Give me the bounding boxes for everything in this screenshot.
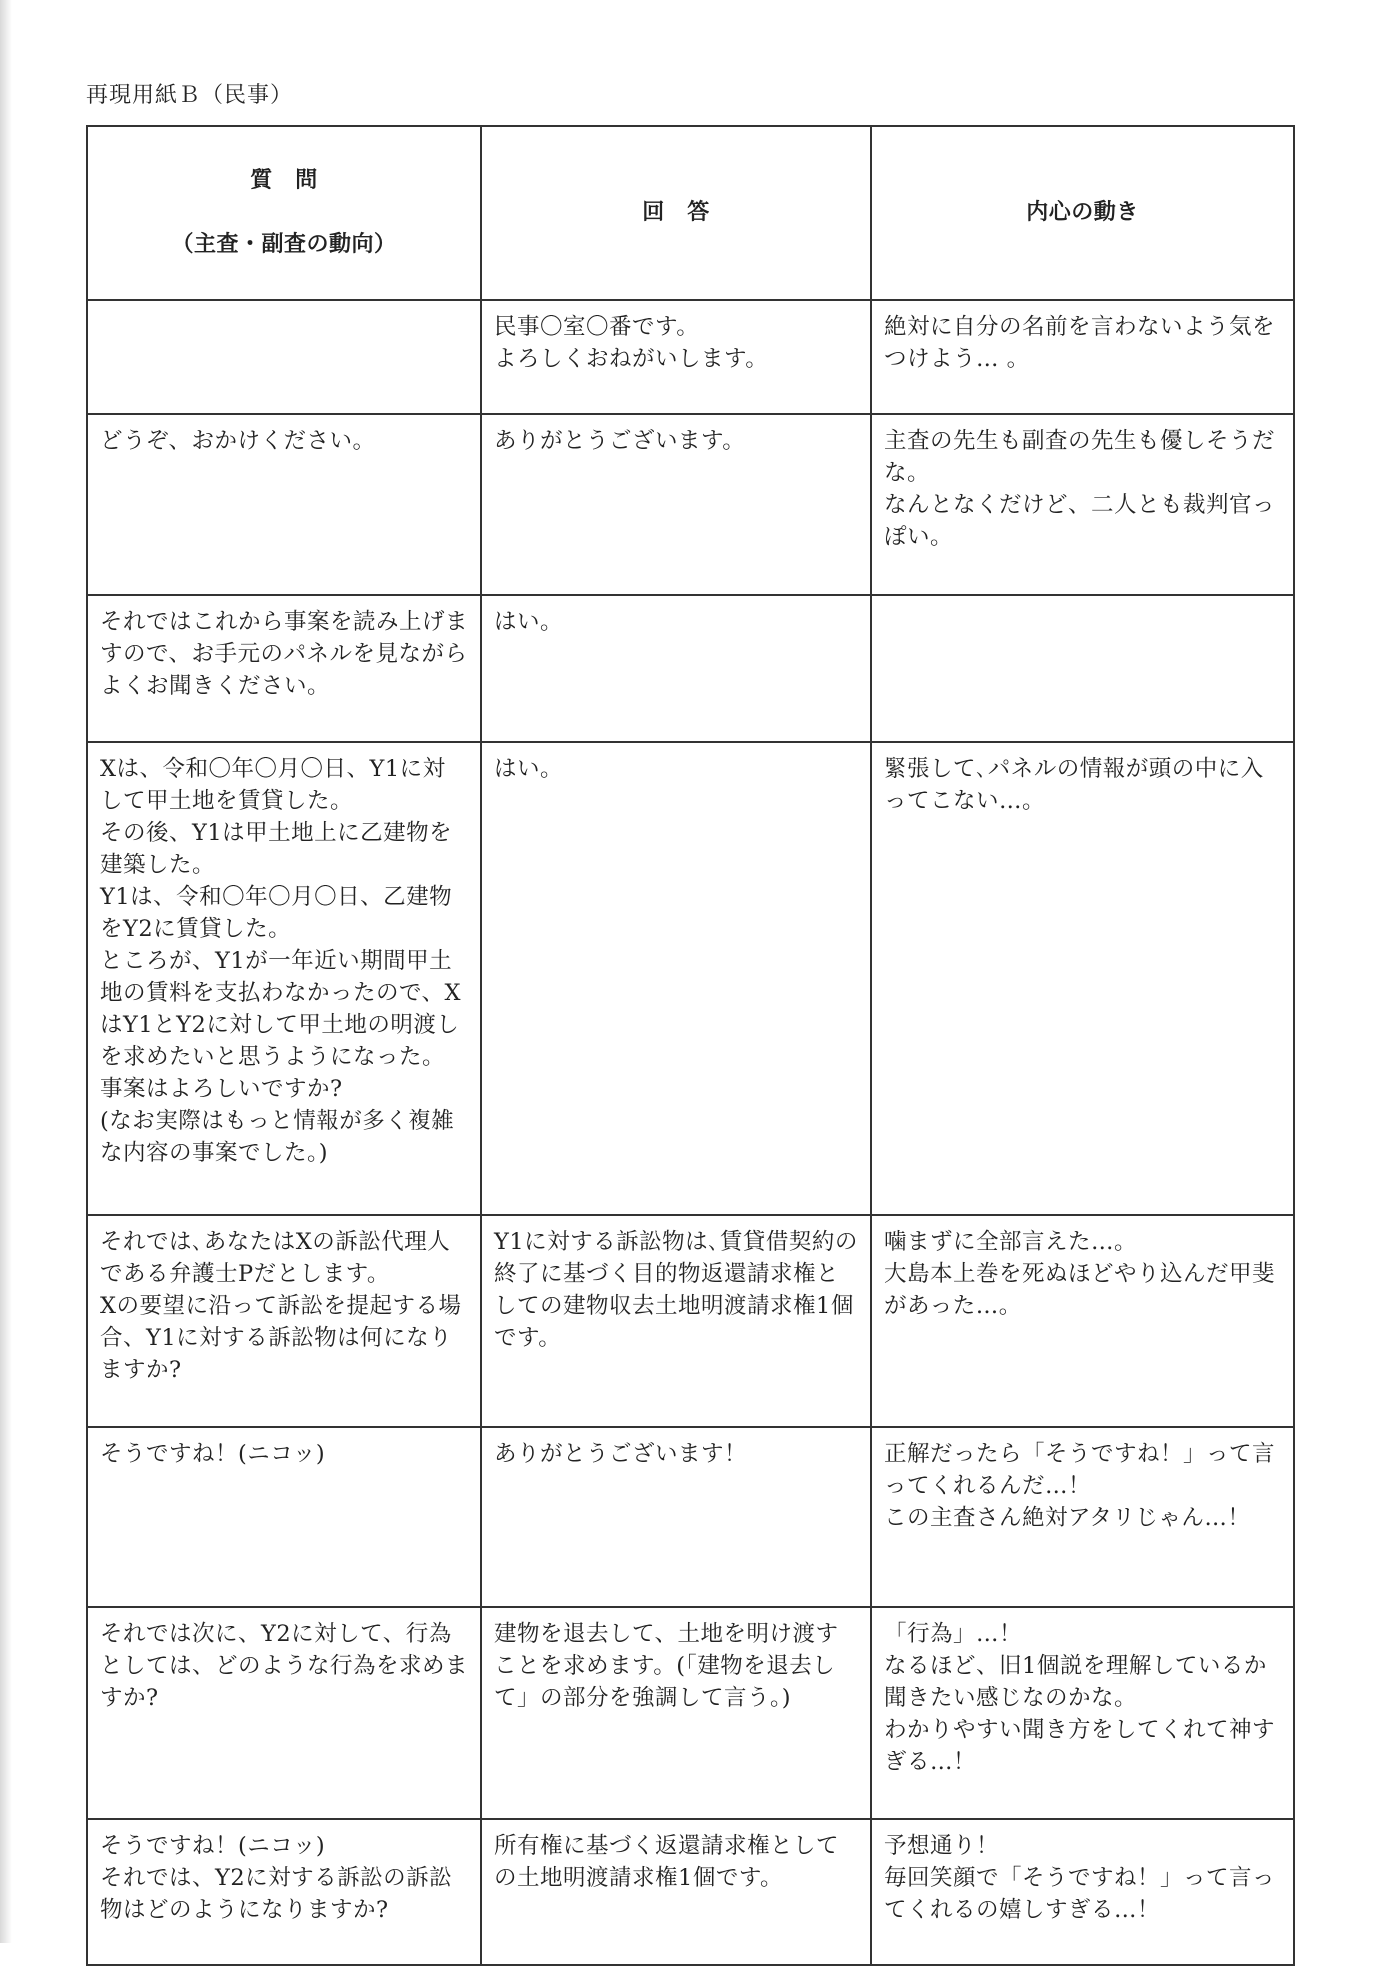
answer-cell: Y1に対する訴訟物は､賃貸借契約の終了に基づく目的物返還請求権としての建物収去土地明渡請求権1個です。	[481, 1215, 871, 1427]
answer-cell: はい。	[481, 595, 871, 742]
table-row	[87, 1819, 1294, 1965]
table-row	[87, 300, 1294, 414]
answer-cell: ありがとうございます。	[481, 414, 871, 595]
answer-cell: ありがとうございます！	[481, 1427, 871, 1607]
question-cell: そうですね！(ニコッ)	[87, 1427, 481, 1607]
table-header-row	[87, 126, 1294, 300]
table-row	[87, 414, 1294, 595]
inner-thought-cell: 噛まずに全部言えた…。 大島本上巻を死ぬほどやり込んだ甲斐があった…。	[871, 1215, 1294, 1427]
question-cell: そうですね！(ニコッ) それでは、Y2に対する訴訟の訴訟物はどのようになりますか?	[87, 1819, 481, 1965]
header-answer: 回 答	[481, 126, 871, 300]
inner-thought-cell: 「行為」…！ なるほど、旧1個説を理解しているか聞きたい感じなのかな。 わかりやすい聞き方をしてくれて神すぎる…！	[871, 1607, 1294, 1819]
question-cell	[87, 300, 481, 414]
answer-cell: 民事〇室〇番です。 よろしくおねがいします。	[481, 300, 871, 414]
header-inner: 内心の動き	[871, 126, 1294, 300]
page-edge-shadow	[0, 0, 12, 1943]
answer-cell: 建物を退去して、土地を明け渡すことを求めます。(「建物を退去して」の部分を強調して言う。)	[481, 1607, 871, 1819]
header-question-sub: （主査・副査の動向）	[171, 232, 397, 257]
header-question-label: 質 問	[250, 168, 318, 193]
table-row	[87, 742, 1294, 1215]
question-cell: それでは次に、Y2に対して、行為としては、どのような行為を求めますか?	[87, 1607, 481, 1819]
question-cell: Xは、令和〇年〇月〇日、Y1に対して甲土地を賃貸した。 その後、Y1は甲土地上に乙建物を建築した。 Y1は、令和〇年〇月〇日、乙建物をY2に賃貸した。 ところが、Y1が一年近い期間甲土地の賃料を支払わなかったので、XはY1とY2に対して甲土地の明渡しを求めたいと思うようになった。 事案はよろしいですか? (なお実際はもっと情報が多く複雑な内容の事案でした。)	[87, 742, 481, 1215]
table-row	[87, 595, 1294, 742]
question-cell: どうぞ、おかけください。	[87, 414, 481, 595]
inner-thought-cell: 主査の先生も副査の先生も優しそうだな。 なんとなくだけど、二人とも裁判官っぽい。	[871, 414, 1294, 595]
header-question	[87, 126, 481, 300]
answer-cell: はい。	[481, 742, 871, 1215]
table-row	[87, 1427, 1294, 1607]
inner-thought-cell: 予想通り！ 毎回笑顔で「そうですね！」って言ってくれるの嬉しすぎる…！	[871, 1819, 1294, 1965]
table-row	[87, 1215, 1294, 1427]
question-cell: それではこれから事案を読み上げますので、お手元のパネルを見ながらよくお聞きください。	[87, 595, 481, 742]
inner-thought-cell: 正解だったら「そうですね！」って言ってくれるんだ…！ この主査さん絶対アタリじゃん…！	[871, 1427, 1294, 1607]
inner-thought-cell: 緊張して､パネルの情報が頭の中に入ってこない…。	[871, 742, 1294, 1215]
table-row	[87, 1607, 1294, 1819]
inner-thought-cell: 絶対に自分の名前を言わないよう気をつけよう… 。	[871, 300, 1294, 414]
answer-cell: 所有権に基づく返還請求権としての土地明渡請求権1個です。	[481, 1819, 871, 1965]
document-title: 再現用紙Ｂ（民事）	[86, 83, 294, 108]
reproduction-table	[86, 125, 1295, 1966]
question-cell: それでは､あなたはXの訴訟代理人である弁護士Pだとします。 Xの要望に沿って訴訟を提起する場合、Y1に対する訴訟物は何になりますか?	[87, 1215, 481, 1427]
inner-thought-cell	[871, 595, 1294, 742]
